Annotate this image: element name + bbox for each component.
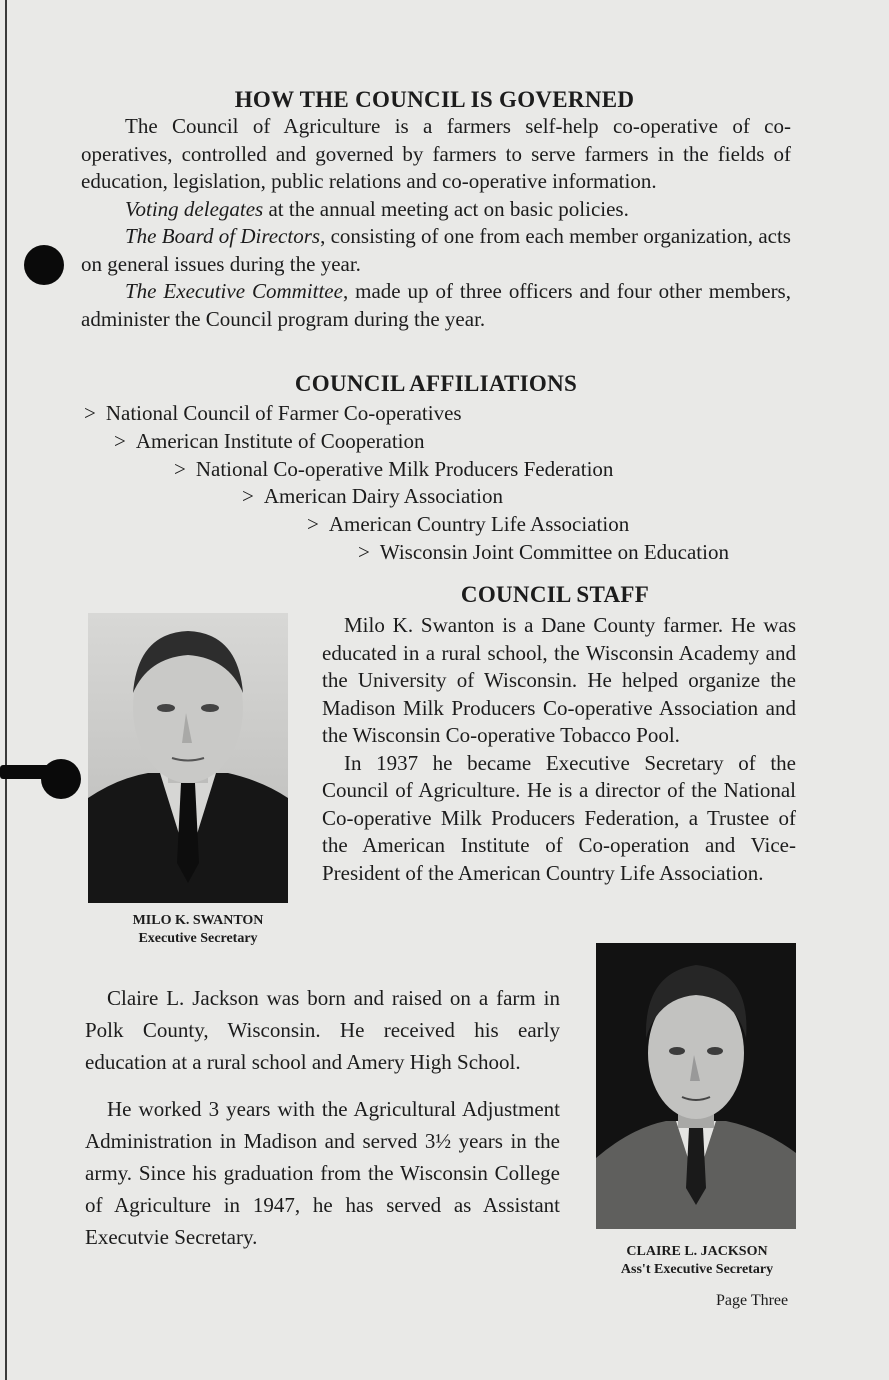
board-paragraph: The Board of Directors, consisting of one from each member organization, acts on general issues during the year. bbox=[81, 224, 791, 276]
swanton-bio bbox=[322, 612, 796, 887]
swanton-caption bbox=[88, 912, 308, 948]
swanton-bio-paragraph-1: Milo K. Swanton is a Dane County farmer. He was educated in a rural school, the Wisconsin Academy and the University of Wisconsin. He helped organize the Madison Milk Producers Co-operative Association and the Wisconsin Co-operative Tobacco Pool. bbox=[322, 613, 796, 747]
page-number: Page Three bbox=[716, 1292, 789, 1309]
affiliation-item: > National Co-operative Milk Producers Federation bbox=[174, 457, 614, 481]
jackson-bio bbox=[85, 982, 560, 1268]
jackson-title: Ass't Executive Secretary bbox=[620, 1262, 774, 1277]
swanton-bio-paragraph-2: In 1937 he became Executive Secretary of the Council of Agriculture. He is a director of the National Co-operative Milk Producers Federation, a Trustee of the American Institute of Co-operation and Vice-President of the American Country Life Association. bbox=[322, 750, 796, 885]
affiliation-item: > American Country Life Association bbox=[307, 512, 630, 536]
voting-delegates-label: Voting delegates bbox=[125, 196, 264, 221]
affiliation-item: > Wisconsin Joint Committee on Education bbox=[358, 540, 729, 564]
governance-intro: The Council of Agriculture is a farmers self-help co-operative of co-operatives, controlled and governed by farmers to serve farmers in the fields of education, legislation, public relations and co-operative information. bbox=[81, 114, 791, 193]
affiliation-item: > American Dairy Association bbox=[242, 484, 503, 508]
executive-committee-paragraph: The Executive Committee, made up of three officers and four other members, administer the Council program during the year. bbox=[81, 279, 791, 331]
jackson-bio-paragraph-1: Claire L. Jackson was born and raised on a farm in Polk County, Wisconsin. He received his early education at a rural school and Amery High School. bbox=[85, 986, 560, 1074]
binder-hole-top bbox=[24, 245, 64, 285]
governance-heading: HOW THE COUNCIL IS GOVERNED bbox=[234, 87, 635, 112]
staff-heading: COUNCIL STAFF bbox=[460, 582, 650, 607]
affiliations-heading: COUNCIL AFFILIATIONS bbox=[294, 371, 578, 396]
binder-hole-bottom bbox=[41, 759, 81, 799]
board-label: The Board of Directors bbox=[125, 224, 321, 248]
swanton-name: MILO K. SWANTON bbox=[132, 913, 264, 928]
affiliation-item: > National Council of Farmer Co-operatives bbox=[84, 401, 462, 425]
jackson-bio-paragraph-2: He worked 3 years with the Agricultural Adjustment Administration in Madison and served 3½ years in the army. Since his graduation from the Wisconsin College of Agriculture in 1947, he has served as Assistant Executvie Secretary. bbox=[85, 1097, 560, 1249]
executive-committee-label: The Executive Committee bbox=[125, 279, 343, 303]
swanton-title: Executive Secretary bbox=[138, 931, 258, 946]
jackson-portrait bbox=[596, 943, 796, 1229]
jackson-caption bbox=[596, 1243, 798, 1279]
swanton-portrait bbox=[88, 613, 288, 903]
jackson-name: CLAIRE L. JACKSON bbox=[626, 1244, 768, 1259]
voting-delegates-paragraph: Voting delegates at the annual meeting act on basic policies. bbox=[125, 196, 629, 221]
binding-edge bbox=[5, 0, 7, 1380]
governance-text bbox=[81, 113, 791, 333]
affiliation-item: > American Institute of Cooperation bbox=[114, 429, 425, 453]
